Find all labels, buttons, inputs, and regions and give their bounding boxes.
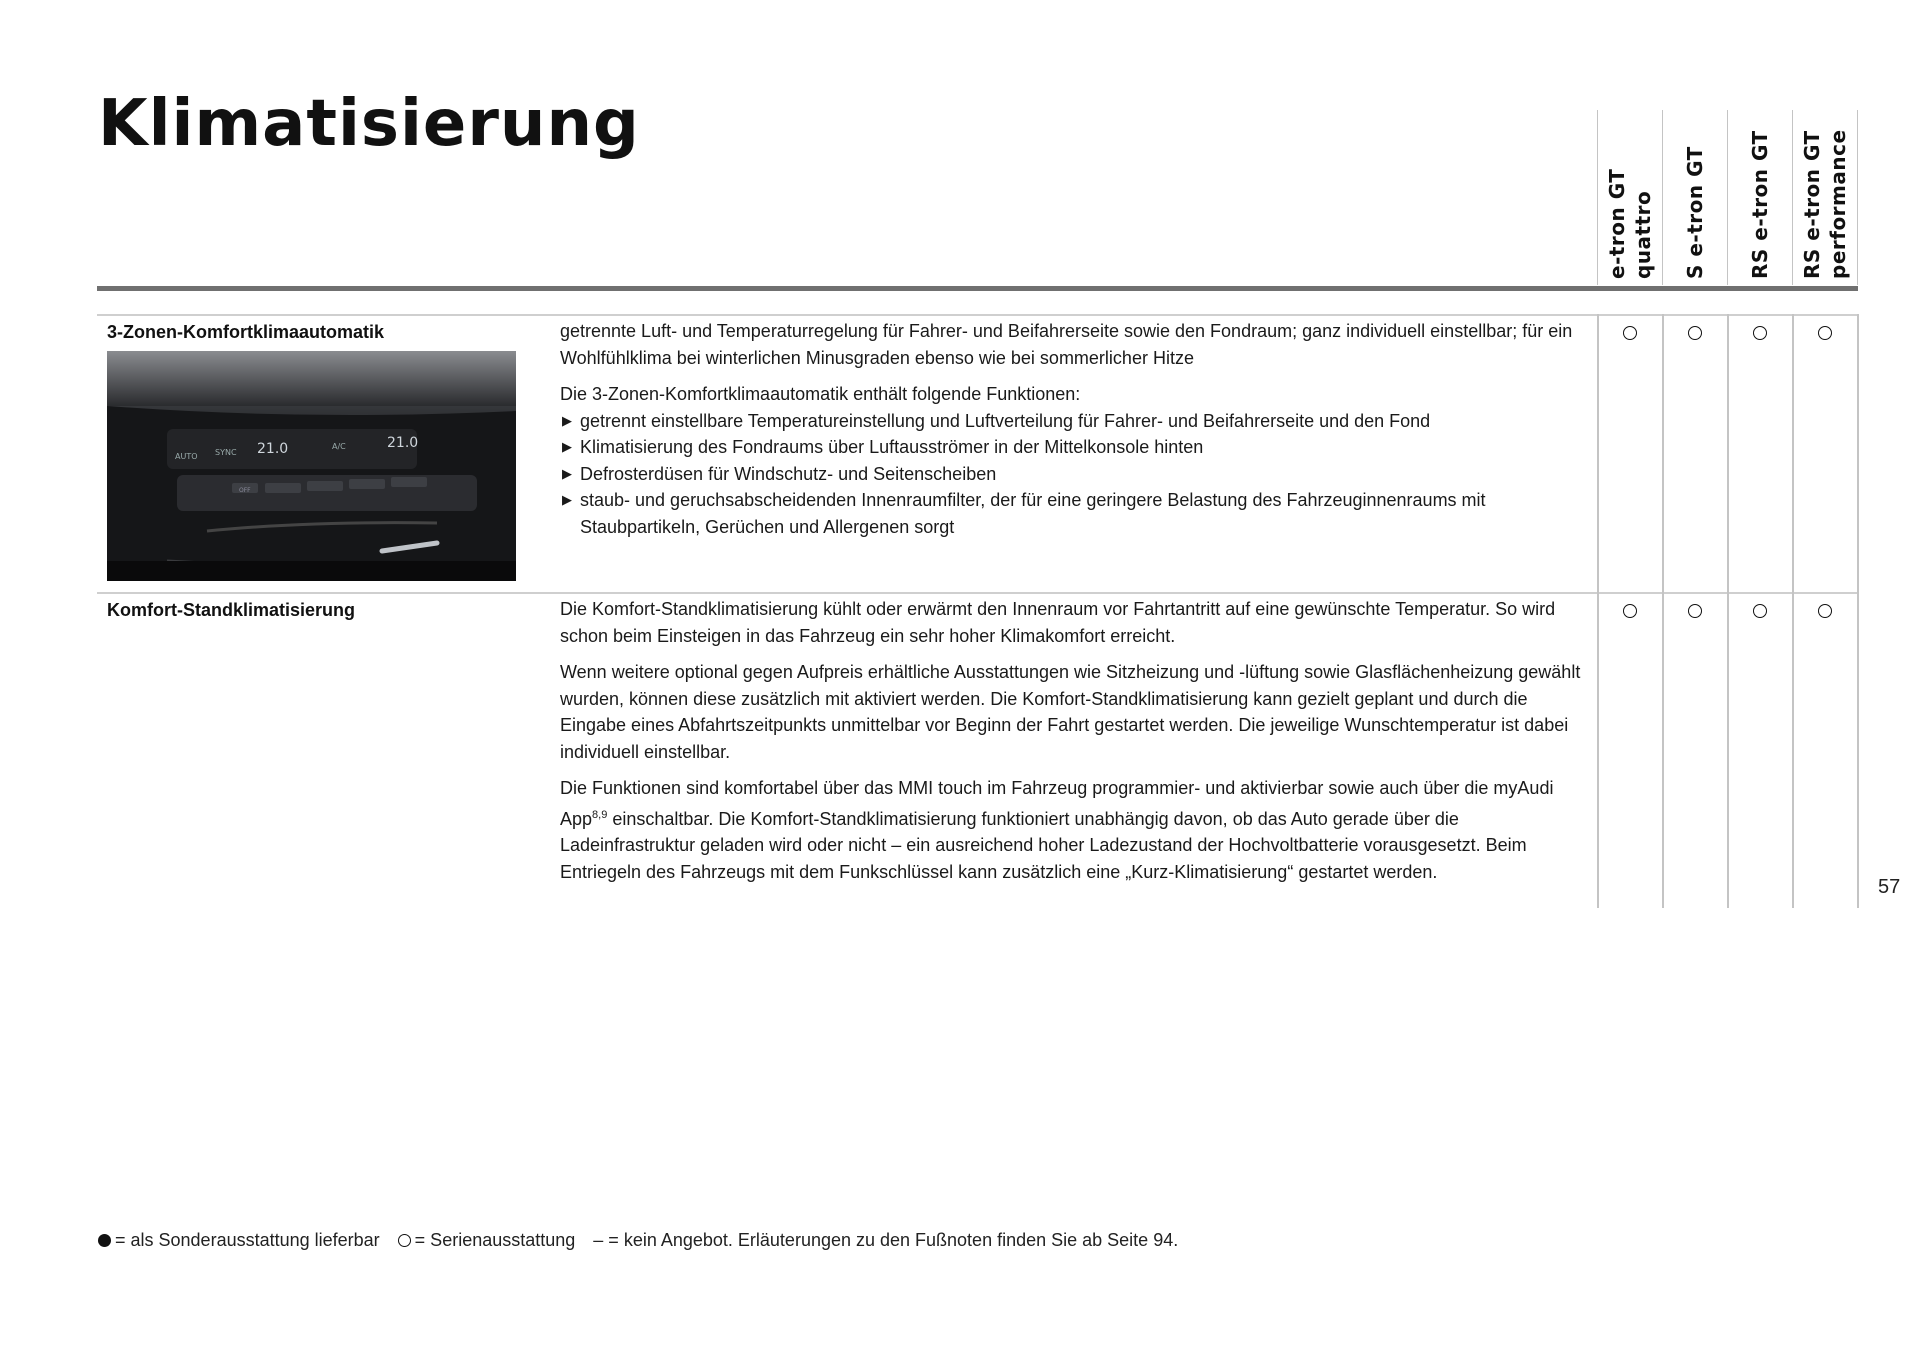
paragraph: Wenn weitere optional gegen Aufpreis erhältliche Ausstattungen wie Sitzheizung und -lüftung sowie Glasflächenheizung gewählt wurden, können diese zusätzlich mit aktiviert werden. Die Komfort-Standklimatisierung kann gezielt geplant und durch die Eingabe eines Abfahrtszeitpunkts unmittelbar vor Beginn der Fahrt gestartet werden. Die jeweilige Wunschtemperatur ist dabei individuell einstellbar. [560,662,1581,762]
list-item: ▶ Klimatisierung des Fondraums über Luftausströmer in der Mittelkonsole hinten [560,434,1585,461]
standard-ring-icon [398,1234,411,1247]
standard-equipment-icon [1688,604,1702,618]
row-title-komfort-standklimatisierung: Komfort-Standklimatisierung [107,600,356,620]
footnote-marker: 8,9 [592,808,608,821]
paragraph: Die Komfort-Standklimatisierung kühlt oder erwärmt den Innenraum vor Fahrtantritt auf eine gewünschte Temperatur. So wird schon beim Einsteigen in das Fahrzeug ein sehr hoher Klimakomfort erreicht. [560,599,1556,646]
page-title: Klimatisierung [98,87,640,161]
legend [98,1230,1178,1251]
standard-equipment-icon [1688,326,1702,340]
legend-option: = als Sonderausstattung lieferbar [115,1230,380,1250]
column-divider [1727,314,1729,908]
bullet-triangle-icon: ▶ [562,465,572,481]
column-divider [1792,314,1794,908]
header-divider [97,286,1858,291]
standard-equipment-icon [1818,604,1832,618]
svg-text:21.0: 21.0 [257,441,289,457]
paragraph: Die 3-Zonen-Komfortklimaautomatik enthält folgende Funktionen: [560,384,1081,404]
standard-equipment-icon [1753,326,1767,340]
legend-none: – = kein Angebot. Erläuterungen zu den Fußnoten finden Sie ab Seite 94. [593,1230,1179,1250]
column-header-rs-etron-gt: RS e-tron GT [1727,110,1791,285]
list-item: ▶ getrennt einstellbare Temperatureinstellung und Luftverteilung für Fahrer- und Beifahrerseite und den Fond [560,408,1585,435]
column-header-s-etron-gt: S e-tron GT [1662,110,1726,285]
column-header-etron-gt-quattro: e-tron GT quattro [1597,110,1661,285]
bullet-triangle-icon: ▶ [562,412,572,428]
svg-text:A/C: A/C [332,442,346,451]
standard-equipment-icon [1623,326,1637,340]
svg-text:OFF: OFF [239,487,251,494]
standard-equipment-icon [1623,604,1637,618]
list-item: ▶ Defrosterdüsen für Windschutz- und Seitenscheiben [560,461,1585,488]
row-title-3-zonen: 3-Zonen-Komfortklimaautomatik [107,322,385,342]
row-description-3-zonen [560,318,1585,540]
standard-equipment-icon [1753,604,1767,618]
standard-equipment-icon [1818,326,1832,340]
legend-standard: = Serienausstattung [414,1230,576,1250]
svg-text:AUTO: AUTO [175,452,198,461]
row-description-komfort-standklimatisierung [560,596,1585,895]
column-header-rs-etron-gt-performance: RS e-tron GT performance [1792,110,1858,285]
climate-control-photo [107,351,516,581]
column-divider [1857,314,1859,908]
svg-text:21.0: 21.0 [387,435,419,451]
row-divider [97,592,1858,594]
page-number: 57 [1878,876,1901,898]
bullet-triangle-icon: ▶ [562,492,572,507]
bullet-triangle-icon: ▶ [562,439,572,454]
svg-text:SYNC: SYNC [215,448,237,457]
table-top-divider [97,314,1858,316]
paragraph: getrennte Luft- und Temperaturregelung für Fahrer- und Beifahrerseite sowie den Fondraum; ganz individuell einstellbar; für ein Wohlfühlklima bei winterlichen Minusgraden ebenso wie bei sommerlicher Hitze [560,321,1573,368]
feature-list [560,408,1585,541]
column-divider [1662,314,1664,908]
paragraph: Die Funktionen sind komfortabel über das MMI touch im Fahrzeug programmier- und aktivierbar sowie auch über die myAudi App$^{8,9}$ einschaltbar. Die Komfort-Standklimatisierung funktioniert unabhängig davon, ob das Auto gerade über die Ladeinfrastruktur geladen wird oder nicht – ein ausreichend hoher Ladezustand der Hochvoltbatterie vorausgesetzt. Beim Entriegeln des Fahrzeugs mit dem Funkschlüssel kann zusätzlich eine „Kurz-Klimatisierung“ gestartet werden. [560,778,1554,882]
list-item: ▶ staub- und geruchsabscheidenden Innenraumfilter, der für eine geringere Belastung des Fahrzeuginnenraums mit Staubpartikeln, Gerüchen und Allergenen sorgt [560,487,1585,540]
column-divider [1597,314,1599,908]
climate-panel-illustration [107,351,516,581]
option-dot-icon [98,1234,111,1247]
